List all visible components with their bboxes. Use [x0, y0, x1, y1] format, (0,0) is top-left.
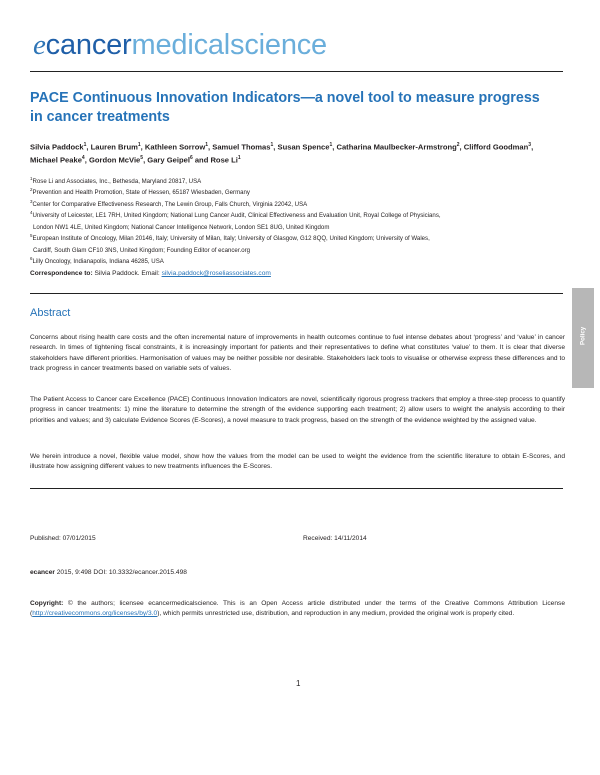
copyright-text-1: © the authors; licensee ecancermedicalscience. This is an Open Access article distributed under the terms of the Creative Commons Attribution License ( — [30, 600, 565, 618]
author-name: Lauren Brum — [90, 142, 138, 152]
author-affiliation-marker: 1 — [237, 155, 241, 162]
copyright-label: Copyright: — [30, 600, 64, 607]
license-link[interactable]: http://creativecommons.org/licenses/by/3.0 — [32, 610, 158, 618]
affiliations — [30, 175, 570, 267]
received-date: Received: 14/11/2014 — [303, 535, 367, 542]
section-side-tab — [572, 288, 594, 388]
affiliation-text: Lilly Oncology, Indianapolis, Indiana 46285, USA — [32, 258, 164, 266]
copyright-notice — [30, 599, 565, 620]
affiliation-marker: 1 — [30, 176, 33, 181]
abstract-paragraph-3: We herein introduce a novel, flexible value model, show how the values from the model can be used to weight the evidence from the scientific literature to obtain E-Scores, and illustrate how assigning different values to new treatments influences the E-Scores. — [30, 453, 565, 471]
correspondence-email-link[interactable]: silvia.paddock@roseliassociates.com — [161, 270, 271, 277]
author-name: Samuel Thomas — [212, 142, 271, 152]
citation — [30, 569, 187, 576]
affiliation-text: European Institute of Oncology, Milan 20146, Italy; University of Milan, Italy; University of Glasgow, G12 8QQ, United Kingdom; University of Wales, — [32, 235, 430, 243]
affiliation-text: Rose Li and Associates, Inc., Bethesda, Maryland 20817, USA — [32, 178, 202, 186]
author-affiliation-marker: 1 — [270, 142, 274, 148]
correspondence-label: Correspondence to: — [30, 270, 93, 277]
author-name: Rose Li — [210, 155, 238, 165]
affiliation-marker: 4 — [30, 210, 33, 216]
abstract-divider — [30, 488, 563, 489]
affiliation-text: London NW1 4LE, United Kingdom; National Cancer Intelligence Network, London SE1 8UG, United Kingdom — [33, 223, 330, 231]
author-name: Silvia Paddock — [30, 142, 84, 152]
author-name: Catharina Maulbecker-Armstrong — [336, 142, 457, 152]
affiliation-marker: 5 — [30, 233, 33, 239]
author-affiliation-marker: 2 — [456, 142, 460, 148]
affiliation-line — [30, 221, 570, 232]
affiliation-text: Center for Comparative Effectiveness Research, The Lewin Group, Falls Church, Virginia 22042, USA — [32, 200, 308, 208]
affiliation-text: University of Leicester, LE1 7RH, United Kingdom; National Lung Cancer Audit, Clinical Effectiveness and Evaluation Unit, Royal College of Physicians, — [32, 212, 441, 220]
affiliation-line — [30, 198, 570, 209]
author-affiliation-marker: 1 — [329, 142, 333, 148]
affiliation-line — [30, 255, 570, 266]
citation-journal: ecancer — [30, 569, 55, 576]
author-name: Kathleen Sorrow — [144, 142, 206, 152]
article-title: PACE Continuous Innovation Indicators—a novel tool to measure progress in cancer treatments — [30, 90, 540, 125]
author-affiliation-marker: 3 — [528, 142, 532, 148]
correspondence — [30, 270, 271, 277]
affiliation-line — [30, 244, 570, 255]
affiliation-text: Cardiff, South Glam CF10 3NS, United Kingdom; Founding Editor of ecancer.org — [33, 246, 251, 254]
page-number: 1 — [296, 679, 301, 688]
header-divider — [30, 71, 563, 72]
author-name: Susan Spence — [277, 142, 330, 152]
affiliation-line — [30, 232, 570, 243]
published-date: Published: 07/01/2015 — [30, 535, 96, 542]
author-name: Clifford Goodman — [463, 142, 529, 152]
author-affiliation-marker: 1 — [83, 142, 87, 148]
section-divider — [30, 293, 563, 294]
affiliation-line — [30, 209, 570, 220]
logo-cancer: cancer — [45, 29, 132, 61]
abstract-paragraph-2: The Patient Access to Cancer care Excellence (PACE) Continuous Innovation Indicators are novel, scientifically rigorous progress trackers that employ a three-step process to quantify progress in cancer treatments: 1) mine the literature to determine the strength of the evidence supporting each treatment; 2) allow users to weight the analysis according to their priorities and values; and 3) calculate Evidence Scores (E-Scores), a novel measure to track progress, based on the strength of the evidence weighted by the assigned value. — [30, 396, 565, 424]
author-name: Michael Peake — [30, 155, 82, 165]
author-affiliation-marker: 6 — [189, 155, 193, 162]
author-name: Gary Geipel — [147, 155, 190, 165]
author-affiliation-marker: 1 — [137, 142, 141, 148]
author-affiliation-marker: 5 — [140, 155, 144, 162]
author-name: Gordon McVie — [88, 155, 141, 165]
author-list: Silvia Paddock$^1$, Lauren Brum$^1$, Kathleen Sorrow$^1$, Samuel Thomas$^1$, Susan Spence$^1$, Catharina Maulbecker-Armstrong$^2$, Clifford Goodman$^3$, Michael Peake$^4$, Gordon McVie$^5$, Gary Geipel$^6$ and Rose Li$^1$ — [30, 142, 534, 165]
affiliation-marker: 3 — [30, 198, 33, 204]
abstract-heading: Abstract — [30, 307, 71, 319]
citation-details: 2015, 9:498 DOI: 10.3332/ecancer.2015.498 — [54, 569, 187, 576]
journal-logo — [33, 29, 327, 62]
logo-medicalscience: medicalscience — [131, 29, 327, 61]
correspondence-text: Silvia Paddock. Email: — [94, 270, 162, 277]
affiliation-marker: 2 — [30, 187, 33, 193]
logo-e: e — [33, 29, 46, 61]
author-affiliation-marker: 1 — [205, 142, 209, 148]
affiliation-line — [30, 175, 570, 186]
abstract-paragraph-1: Concerns about rising health care costs and the often incremental nature of improvements in health outcomes continue to fuel intense debates about ‘progress’ and ‘value’ in cancer research. In times of tightening fiscal constraints, it is increasingly important for patients and their representatives to define what constitutes ‘value’ to them. It is clear that diverse stakeholders have different priorities. Harmonisation of values may be neither possible nor desirable. Stakeholders lack tools to visualise or otherwise express these differences and to track progress in cancer treatments based on variable sets of values. — [30, 334, 565, 373]
affiliation-marker: 6 — [30, 256, 33, 262]
side-tab-label: Policy — [579, 326, 587, 345]
author-affiliation-marker: 4 — [81, 155, 85, 162]
copyright-text-2: ), which permits unrestricted use, distribution, and reproduction in any medium, provided the original work is properly cited. — [157, 610, 515, 618]
affiliation-text: Prevention and Health Promotion, State of Hessen, 65187 Wiesbaden, Germany — [32, 189, 250, 197]
affiliation-line — [30, 186, 570, 197]
